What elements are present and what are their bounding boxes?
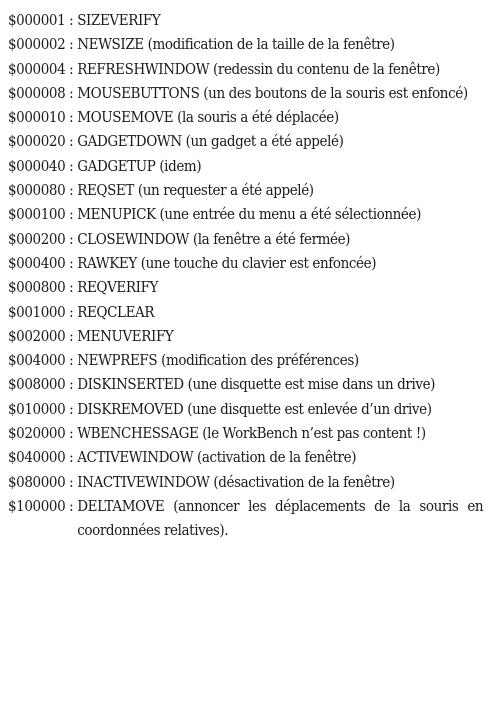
flag-description: DISKREMOVED (une disquette est enlevée d’un drive): [77, 399, 432, 418]
flag-code: $000800: [8, 278, 66, 297]
flag-description: SIZEVERIFY: [77, 11, 161, 29]
flag-code: $000002: [8, 35, 66, 54]
list-item: $008000 : DISKINSERTED (une disquette est mise dans un drive): [8, 372, 483, 396]
flag-description: NEWSIZE (modification de la taille de la fenêtre): [77, 35, 395, 54]
list-item: $000400 : RAWKEY (une touche du clavier est enfoncée): [8, 251, 483, 275]
flag-code: $010000: [8, 399, 66, 418]
list-item: $000008 : MOUSEBUTTONS (un des boutons de la souris est enfoncé): [8, 81, 483, 105]
list-item: $080000 : INACTIVEWINDOW (désactivation de la fenêtre): [8, 470, 483, 494]
flag-description: CLOSEWINDOW (la fenêtre a été fermée): [77, 229, 351, 248]
list-item: $004000 : NEWPREFS (modification des préférences): [8, 348, 483, 372]
list-item: $000100 : MENUPICK (une entrée du menu a été sélectionnée): [8, 202, 483, 226]
list-item: $002000 : MENUVERIFY: [8, 324, 483, 348]
flag-description: DELTAMOVE (annoncer les déplacements de la souris en coordonnées relatives).: [77, 496, 484, 540]
flag-code: $000200: [8, 229, 66, 248]
list-item: $000002 : NEWSIZE (modification de la taille de la fenêtre): [8, 32, 483, 56]
flag-description: GADGETDOWN (un gadget a été appelé): [77, 132, 344, 151]
flag-code: $100000: [8, 496, 66, 515]
flag-description: WBENCHESSAGE (le WorkBench n’est pas content !): [77, 424, 426, 443]
flag-description: REQCLEAR: [77, 302, 155, 321]
list-item: $010000 : DISKREMOVED (une disquette est enlevée d’un drive): [8, 397, 483, 421]
list-item: $001000 : REQCLEAR: [8, 300, 483, 324]
flag-description: MENUVERIFY: [77, 326, 174, 345]
list-item: $100000 : DELTAMOVE (annoncer les déplacements de la souris en coordonnées relatives).: [8, 494, 483, 543]
flag-code: $000001: [8, 11, 66, 29]
flag-description: RAWKEY (une touche du clavier est enfoncée): [77, 253, 377, 272]
flag-code: $000080: [8, 181, 66, 200]
list-item: $040000 : ACTIVEWINDOW (activation de la fenêtre): [8, 445, 483, 469]
list-item: $000040 : GADGETUP (idem): [8, 154, 483, 178]
flag-code: $000400: [8, 253, 66, 272]
flag-code: $000040: [8, 156, 66, 175]
list-item: $000004 : REFRESHWINDOW (redessin du contenu de la fenêtre): [8, 57, 483, 81]
flag-description: REFRESHWINDOW (redessin du contenu de la fenêtre): [77, 59, 440, 78]
flag-code: $000008: [8, 83, 66, 102]
flag-description: MOUSEMOVE (la souris a été déplacée): [77, 108, 339, 127]
flag-description: GADGETUP (idem): [77, 156, 202, 175]
idcmp-flag-list: [8, 8, 484, 543]
flag-description: REQVERIFY: [77, 278, 159, 297]
flag-description: ACTIVEWINDOW (activation de la fenêtre): [77, 448, 357, 467]
list-item: $020000 : WBENCHESSAGE (le WorkBench n’est pas content !): [8, 421, 483, 445]
flag-code: $000004: [8, 59, 66, 78]
flag-code: $020000: [8, 424, 66, 443]
list-item: $000001 : SIZEVERIFY: [8, 8, 483, 32]
flag-description: MENUPICK (une entrée du menu a été sélectionnée): [77, 205, 421, 224]
flag-code: $040000: [8, 448, 66, 467]
flag-description: REQSET (un requester a été appelé): [77, 181, 314, 200]
list-item: $000010 : MOUSEMOVE (la souris a été déplacée): [8, 105, 483, 129]
flag-code: $000100: [8, 205, 66, 224]
list-item: $000080 : REQSET (un requester a été appelé): [8, 178, 483, 202]
flag-code: $002000: [8, 326, 66, 345]
list-item: $000200 : CLOSEWINDOW (la fenêtre a été fermée): [8, 227, 483, 251]
flag-code: $080000: [8, 472, 66, 491]
list-item: $000800 : REQVERIFY: [8, 275, 483, 299]
flag-code: $008000: [8, 375, 66, 394]
flag-description: DISKINSERTED (une disquette est mise dans un drive): [77, 375, 436, 394]
list-item: $000020 : GADGETDOWN (un gadget a été appelé): [8, 129, 483, 153]
flag-description: MOUSEBUTTONS (un des boutons de la souris est enfoncé): [77, 83, 468, 102]
flag-code: $004000: [8, 351, 66, 370]
flag-code: $000020: [8, 132, 66, 151]
flag-code: $001000: [8, 302, 66, 321]
flag-description: INACTIVEWINDOW (désactivation de la fenêtre): [77, 472, 395, 491]
flag-description: NEWPREFS (modification des préférences): [77, 351, 359, 370]
flag-code: $000010: [8, 108, 66, 127]
